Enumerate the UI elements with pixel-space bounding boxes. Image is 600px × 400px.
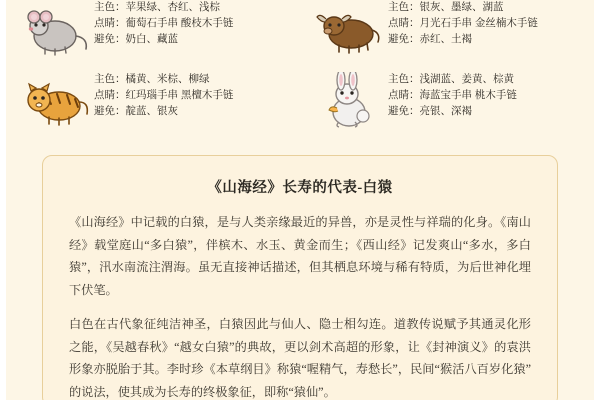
zodiac-entry-rabbit xyxy=(300,66,594,138)
rat-icon xyxy=(20,0,94,62)
zodiac-label-main: 主色： xyxy=(94,73,126,85)
zodiac-avoid-rabbit: 亮银、深褐 xyxy=(419,104,472,117)
page-inner xyxy=(6,0,594,400)
zodiac-label-main: 主色： xyxy=(388,73,420,85)
zodiac-accent-ox: 月光石手串 金丝楠木手链 xyxy=(419,16,538,29)
rabbit-icon xyxy=(314,70,388,134)
zodiac-avoid-ox: 赤红、土褐 xyxy=(419,32,472,45)
zodiac-label-accent: 点睛： xyxy=(94,16,126,29)
article-card xyxy=(42,155,558,400)
article-paragraph-2: 白色在古代象征纯洁神圣，白猿因此与仙人、隐士相勾连。道教传说赋予其通灵化形之能，《吴越春秋》“越女白猿”的典故，更以剑术高超的形象，让《封神演义》的袁洪形象亦脱胎于其。李时珍《本草纲目》称猿“喔精气，寿愁长”，民间“猴活八百岁化猿”的说法，使其成为长寿的终极象征，即称“猿仙”。 xyxy=(69,317,531,399)
zodiac-main-rat: 苹果绿、杏红、浅棕 xyxy=(125,1,220,13)
zodiac-avoid-rat: 奶白、藏蓝 xyxy=(125,32,178,45)
article-body xyxy=(69,211,531,400)
zodiac-main-tiger: 橘黄、米棕、柳绿 xyxy=(125,73,210,85)
zodiac-label-avoid: 避免： xyxy=(388,104,420,117)
zodiac-label-avoid: 避免： xyxy=(388,32,420,45)
ox-icon xyxy=(314,0,388,62)
zodiac-accent-tiger: 红玛瑙手串 黑檀木手链 xyxy=(125,88,234,101)
zodiac-label-accent: 点睛： xyxy=(388,16,420,29)
zodiac-entry-rat xyxy=(6,0,300,66)
article-paragraph-1: 《山海经》中记载的白猿，是与人类亲缘最近的异兽，亦是灵性与祥瑞的化身。《南山经》载堂庭山“多白猿”，伴槟木、水玉、黄金而生；《西山经》记发爽山“多水，多白猿”，汛水南流注渭海。虽无直接神话描述，但其栖息环境与稀有特质，为后世神化埋下伏笔。 xyxy=(69,215,531,297)
zodiac-accent-rat: 葡萄石手串 酸枝木手链 xyxy=(125,16,234,29)
zodiac-label-main: 主色： xyxy=(388,1,420,13)
article-title: 《山海经》长寿的代表-白猿 xyxy=(207,180,393,196)
zodiac-info-tiger xyxy=(94,70,233,120)
zodiac-main-ox: 银灰、墨绿、湖蓝 xyxy=(419,1,504,13)
tiger-icon xyxy=(20,70,94,134)
zodiac-label-main: 主色： xyxy=(94,1,126,13)
zodiac-grid xyxy=(6,0,594,138)
zodiac-entry-tiger xyxy=(6,66,300,138)
zodiac-entry-ox xyxy=(300,0,594,66)
zodiac-label-avoid: 避免： xyxy=(94,32,126,45)
zodiac-label-accent: 点睛： xyxy=(388,88,420,101)
zodiac-info-ox xyxy=(388,0,538,48)
zodiac-label-avoid: 避免： xyxy=(94,104,126,117)
zodiac-main-rabbit: 浅湖蓝、姜黄、棕黄 xyxy=(419,73,514,85)
zodiac-info-rabbit xyxy=(388,70,517,120)
zodiac-info-rat xyxy=(94,0,233,48)
zodiac-label-accent: 点睛： xyxy=(94,88,126,101)
zodiac-avoid-tiger: 靛蓝、银灰 xyxy=(125,104,178,117)
zodiac-accent-rabbit: 海蓝宝手串 桃木手链 xyxy=(419,88,517,101)
